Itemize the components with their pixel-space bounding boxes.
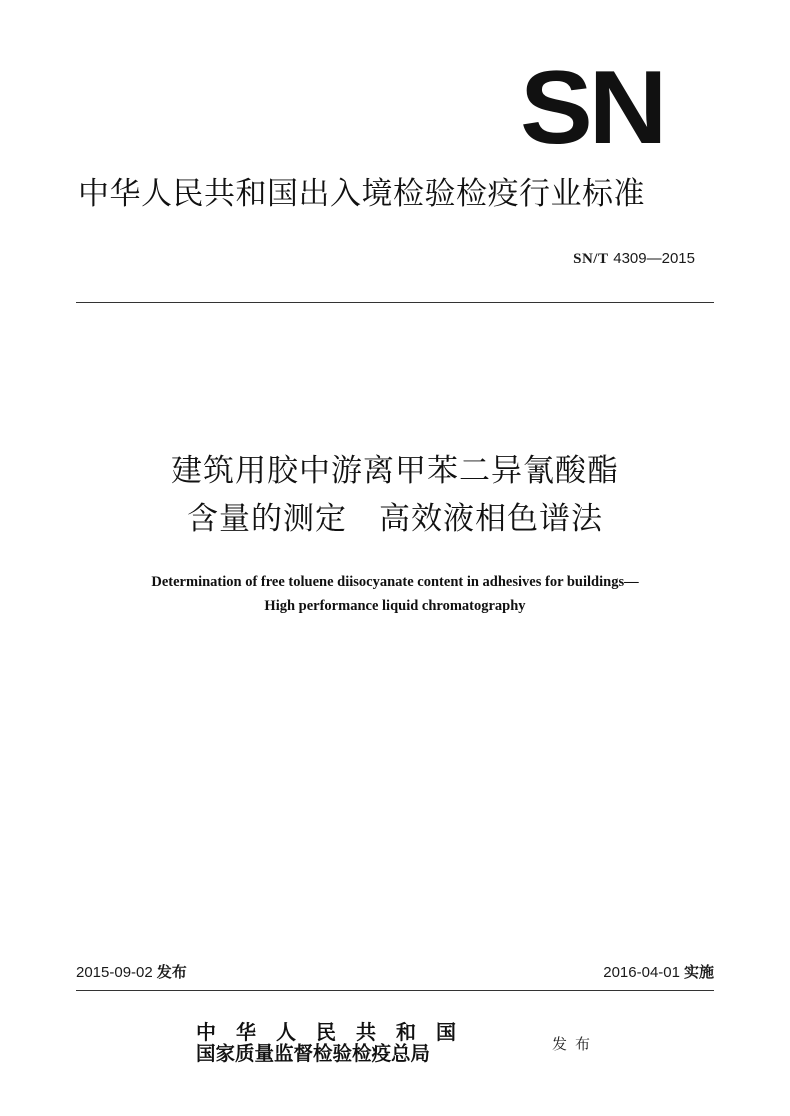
chinese-title-line-1: 建筑用胶中游离甲苯二异氰酸酯: [171, 453, 619, 489]
standard-code: [573, 249, 695, 268]
implementation-date: [603, 962, 714, 983]
top-divider: [76, 302, 714, 303]
chinese-title-line-2: 含量的测定 高效液相色谱法: [187, 501, 603, 537]
issue-date-value: 2015-09-02: [76, 964, 153, 981]
english-title-line-2: High performance liquid chromatography: [264, 598, 526, 614]
standard-code-number: 4309—2015: [613, 250, 695, 267]
org-title: 中华人民共和国出入境检验检疫行业标准: [78, 176, 645, 212]
issuer-line-2: 国家质量监督检验检疫总局: [196, 1042, 431, 1065]
sn-logo: SN: [520, 50, 664, 166]
bottom-divider: [76, 990, 714, 991]
standard-code-prefix: SN/T: [573, 251, 609, 267]
implementation-date-value: 2016-04-01: [603, 964, 680, 981]
implementation-date-label: 实施: [683, 963, 714, 981]
issue-date: [76, 962, 187, 983]
issuer-line-1: 中华人民共和国: [196, 1020, 476, 1044]
english-title-line-1: Determination of free toluene diisocyanate content in adhesives for buildings—: [151, 574, 639, 590]
issuer-issue-label: 发布: [552, 1035, 599, 1053]
issue-date-label: 发布: [156, 963, 187, 981]
